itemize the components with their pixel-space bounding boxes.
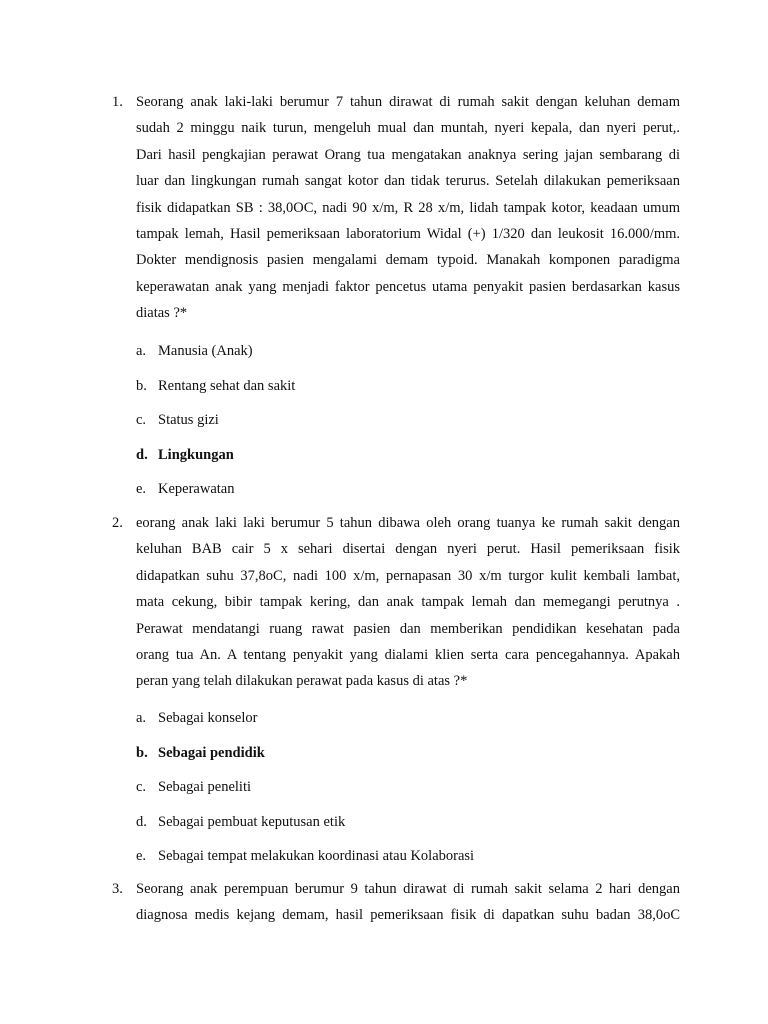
option-c xyxy=(136,776,251,798)
question-line: sudah 2 minggu naik turun, mengeluh mual dan muntah, nyeri kepala, dan nyeri perut,. xyxy=(136,120,680,137)
question-line: fisik didapatkan SB : 38,0OC, nadi 90 x/m, R 28 x/m, lidah tampak kotor, keadaan umum xyxy=(136,199,680,216)
option-text: Sebagai konselor xyxy=(158,710,258,726)
option-text: Rentang sehat dan sakit xyxy=(158,377,296,394)
question-line: luar dan lingkungan rumah sangat kotor dan tidak terurus. Setelah dilakukan pemeriksaan xyxy=(136,173,680,190)
option-d-correct xyxy=(136,444,234,466)
question-line: mata cekung, bibir tampak kering, dan anak tampak lemah dan memegangi perutnya . xyxy=(136,594,680,611)
option-a xyxy=(136,707,257,729)
question-line: Seorang anak perempuan berumur 9 tahun dirawat di rumah sakit selama 2 hari dengan xyxy=(136,881,680,897)
question-line: eorang anak laki laki berumur 5 tahun dibawa oleh orang tuanya ke rumah sakit dengan xyxy=(136,515,680,531)
question-line: tampak lemah, Hasil pemeriksaan laboratorium Widal (+) 1/320 dan leukosit 16.000/mm. xyxy=(136,225,680,242)
option-letter: d. xyxy=(136,446,148,463)
question-number: 1. xyxy=(112,94,123,110)
question-line: Dokter mendignosis pasien mengalami demam typoid. Manakah komponen paradigma xyxy=(136,252,680,269)
question-line: diagnosa medis kejang demam, hasil pemeriksaan fisik di dapatkan suhu badan 38,0oC xyxy=(136,907,680,924)
option-text: Status gizi xyxy=(158,412,219,428)
question-line: Seorang anak laki-laki berumur 7 tahun dirawat di rumah sakit dengan keluhan demam xyxy=(136,94,680,110)
question-line: didapatkan suhu 37,8oC, nadi 100 x/m, pernapasan 30 x/m turgor kulit kembali lambat, xyxy=(136,567,680,584)
option-c xyxy=(136,409,219,431)
option-text: Lingkungan xyxy=(158,446,234,463)
question-line: peran yang telah dilakukan perawat pada kasus di atas ?* xyxy=(136,673,468,690)
question-text xyxy=(136,510,680,695)
question-line: orang tua An. A tentang penyakit yang dialami klien serta cara pencegahannya. Apakah xyxy=(136,646,680,663)
question-number: 2. xyxy=(112,515,123,531)
option-b xyxy=(136,375,295,397)
option-letter: d. xyxy=(136,813,147,830)
option-text: Sebagai pendidik xyxy=(158,744,265,761)
option-letter: c. xyxy=(136,779,147,795)
question-line: diatas ?* xyxy=(136,305,188,322)
question-line: Perawat mendatangi ruang rawat pasien dan memberikan pendidikan kesehatan pada xyxy=(136,620,680,637)
question-line: keperawatan anak yang menjadi faktor pencetus utama penyakit pasien berdasarkan kasus xyxy=(136,278,680,295)
option-letter: c. xyxy=(136,412,147,428)
option-d xyxy=(136,811,345,833)
question-number: 3. xyxy=(112,881,123,897)
option-e xyxy=(136,845,474,867)
option-letter: b. xyxy=(136,377,147,394)
option-text: Sebagai peneliti xyxy=(158,779,252,795)
option-e xyxy=(136,478,234,500)
question-text xyxy=(136,876,680,929)
option-a xyxy=(136,340,253,362)
option-letter: b. xyxy=(136,744,148,761)
question-line: Dari hasil pengkajian perawat Orang tua mengatakan anaknya sering jajan sembarang di xyxy=(136,146,680,163)
option-text: Manusia (Anak) xyxy=(158,343,253,359)
option-letter: a. xyxy=(136,710,147,726)
option-letter: e. xyxy=(136,848,147,864)
option-text: Sebagai pembuat keputusan etik xyxy=(158,813,346,830)
option-letter: a. xyxy=(136,343,147,359)
option-text: Keperawatan xyxy=(158,481,235,497)
question-line: keluhan BAB cair 5 x sehari disertai dengan nyeri perut. Hasil pemeriksaan fisik xyxy=(136,541,680,558)
option-letter: e. xyxy=(136,481,147,497)
question-text xyxy=(136,89,680,327)
option-b-correct xyxy=(136,742,265,764)
option-text: Sebagai tempat melakukan koordinasi atau Kolaborasi xyxy=(158,848,475,864)
